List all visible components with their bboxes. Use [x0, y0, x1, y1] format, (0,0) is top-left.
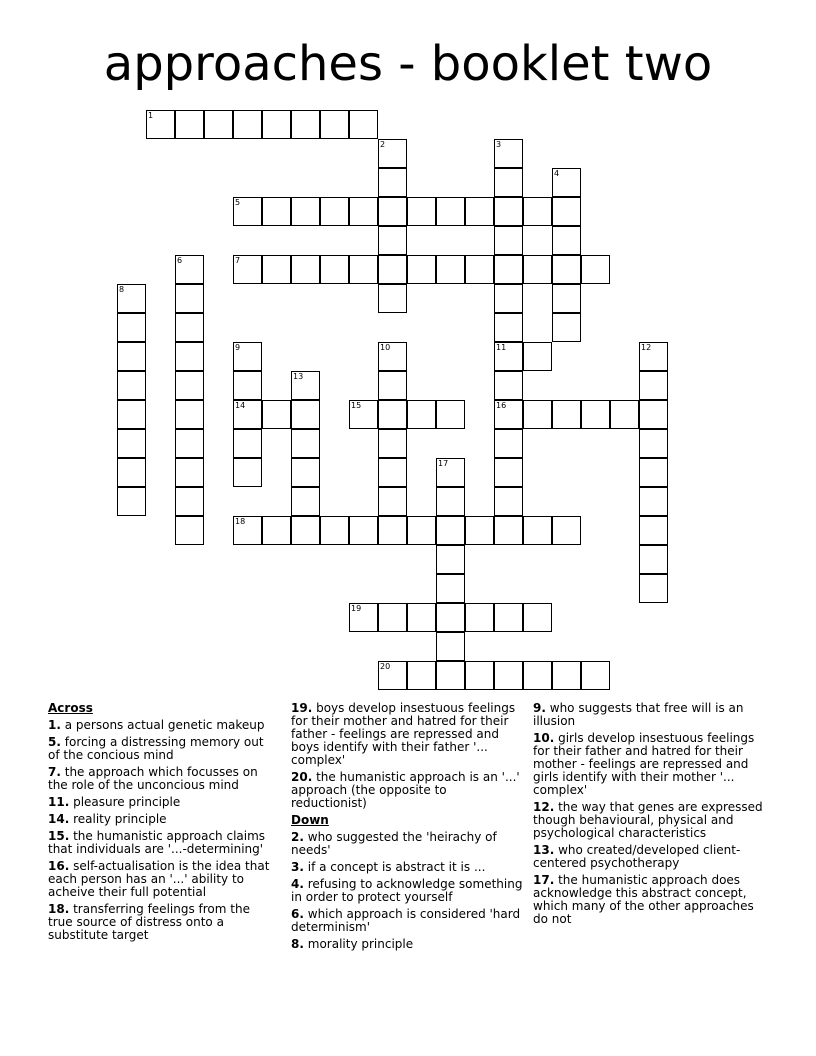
grid-cell[interactable] [378, 284, 407, 313]
clue-number-label: 3 [496, 140, 502, 149]
grid-cell[interactable] [175, 342, 204, 371]
grid-cell[interactable] [175, 284, 204, 313]
clue-number-label: 7 [235, 256, 241, 265]
grid-cell[interactable] [494, 371, 523, 400]
grid-cell[interactable] [378, 458, 407, 487]
grid-cell[interactable] [523, 255, 552, 284]
clue-number-label: 8 [119, 285, 125, 294]
grid-cell[interactable] [494, 661, 523, 690]
clue-number-label: 11 [496, 343, 507, 352]
grid-cell[interactable] [639, 574, 668, 603]
grid-cell[interactable] [465, 603, 494, 632]
grid-cell[interactable] [552, 661, 581, 690]
grid-cell[interactable] [349, 197, 378, 226]
grid-cell[interactable] [639, 516, 668, 545]
clue-down-9: 9. who suggests that free will is an illusion [533, 701, 744, 728]
grid-cell[interactable] [465, 516, 494, 545]
grid-cell[interactable] [494, 284, 523, 313]
grid-cell[interactable] [494, 429, 523, 458]
grid-cell[interactable] [552, 168, 581, 197]
grid-cell[interactable] [117, 400, 146, 429]
grid-cell[interactable] [146, 110, 175, 139]
grid-cell[interactable] [378, 342, 407, 371]
grid-cell[interactable] [378, 661, 407, 690]
clue-number-label: 18 [235, 517, 246, 526]
grid-cell[interactable] [262, 197, 291, 226]
grid-cell[interactable] [175, 110, 204, 139]
grid-cell[interactable] [349, 110, 378, 139]
grid-cell[interactable] [291, 255, 320, 284]
clue-column-1 [48, 702, 276, 946]
grid-cell[interactable] [494, 168, 523, 197]
grid-cell[interactable] [523, 661, 552, 690]
grid-cell[interactable] [494, 458, 523, 487]
grid-cell[interactable] [552, 313, 581, 342]
clue-down-6: 6. which approach is considered 'hard determinism' [291, 907, 521, 934]
grid-cell[interactable] [436, 632, 465, 661]
grid-cell[interactable] [117, 429, 146, 458]
grid-cell[interactable] [581, 255, 610, 284]
clue-down-4: 4. refusing to acknowledge something in order to protect yourself [291, 877, 523, 904]
grid-cell[interactable] [465, 255, 494, 284]
grid-cell[interactable] [175, 458, 204, 487]
clue-across-15: 15. the humanistic approach claims that individuals are '...-determining' [48, 829, 266, 856]
grid-cell[interactable] [378, 487, 407, 516]
grid-cell[interactable] [436, 400, 465, 429]
clue-down-17: 17. the humanistic approach does acknowledge this abstract concept, which many of the other approaches do not [533, 873, 754, 926]
grid-cell[interactable] [117, 487, 146, 516]
clue-across-14: 14. reality principle [48, 812, 167, 826]
down-heading: Down [291, 813, 329, 827]
grid-cell[interactable] [494, 226, 523, 255]
grid-cell[interactable] [552, 400, 581, 429]
grid-cell[interactable] [291, 371, 320, 400]
clue-number-label: 16 [496, 401, 507, 410]
grid-cell[interactable] [175, 255, 204, 284]
grid-cell[interactable] [581, 400, 610, 429]
clue-number-label: 20 [380, 662, 391, 671]
clue-across-19: 19. boys develop insestuous feelings for their mother and hatred for their father - feelings are repressed and boys identify with their father '... complex' [291, 701, 516, 767]
clue-across-18: 18. transferring feelings from the true source of distress onto a substitute target [48, 902, 250, 942]
clue-number-label: 19 [351, 604, 362, 613]
grid-cell[interactable] [291, 110, 320, 139]
grid-cell[interactable] [291, 458, 320, 487]
grid-cell[interactable] [639, 371, 668, 400]
grid-cell[interactable] [494, 139, 523, 168]
grid-cell[interactable] [494, 197, 523, 226]
grid-cell[interactable] [204, 110, 233, 139]
clue-down-8: 8. morality principle [291, 937, 414, 951]
grid-cell[interactable] [581, 661, 610, 690]
grid-cell[interactable] [378, 371, 407, 400]
grid-cell[interactable] [320, 197, 349, 226]
grid-cell[interactable] [262, 255, 291, 284]
clue-across-20: 20. the humanistic approach is an '...' approach (the opposite to reductionist) [291, 770, 520, 810]
grid-cell[interactable] [378, 168, 407, 197]
grid-cell[interactable] [552, 226, 581, 255]
grid-cell[interactable] [291, 487, 320, 516]
grid-cell[interactable] [639, 400, 668, 429]
grid-cell[interactable] [378, 139, 407, 168]
grid-cell[interactable] [233, 516, 262, 545]
clue-down-12: 12. the way that genes are expressed though behavioural, physical and psychological characteristics [533, 800, 763, 840]
grid-cell[interactable] [407, 661, 436, 690]
grid-cell[interactable] [175, 516, 204, 545]
grid-cell[interactable] [291, 197, 320, 226]
grid-cell[interactable] [639, 487, 668, 516]
grid-cell[interactable] [552, 197, 581, 226]
grid-cell[interactable] [436, 574, 465, 603]
grid-cell[interactable] [407, 197, 436, 226]
grid-cell[interactable] [349, 255, 378, 284]
grid-cell[interactable] [175, 371, 204, 400]
grid-cell[interactable] [320, 255, 349, 284]
grid-cell[interactable] [436, 545, 465, 574]
grid-cell[interactable] [175, 313, 204, 342]
clue-column-3 [533, 702, 767, 930]
clue-down-13: 13. who created/developed client-centered psychotherapy [533, 843, 741, 870]
grid-cell[interactable] [291, 516, 320, 545]
grid-cell[interactable] [378, 429, 407, 458]
grid-cell[interactable] [639, 458, 668, 487]
grid-cell[interactable] [494, 342, 523, 371]
grid-cell[interactable] [407, 516, 436, 545]
grid-cell[interactable] [291, 429, 320, 458]
grid-cell[interactable] [523, 603, 552, 632]
grid-cell[interactable] [320, 110, 349, 139]
grid-cell[interactable] [117, 313, 146, 342]
clue-down-2: 2. who suggested the 'heirachy of needs' [291, 830, 497, 857]
grid-cell[interactable] [117, 458, 146, 487]
grid-cell[interactable] [407, 255, 436, 284]
grid-cell[interactable] [233, 400, 262, 429]
clue-across-5: 5. forcing a distressing memory out of the concious mind [48, 735, 264, 762]
clue-across-11: 11. pleasure principle [48, 795, 181, 809]
grid-cell[interactable] [117, 371, 146, 400]
grid-cell[interactable] [494, 313, 523, 342]
clue-number-label: 1 [148, 111, 154, 120]
grid-cell[interactable] [494, 516, 523, 545]
clue-number-label: 2 [380, 140, 386, 149]
grid-cell[interactable] [494, 487, 523, 516]
grid-cell[interactable] [117, 284, 146, 313]
grid-cell[interactable] [494, 400, 523, 429]
clue-number-label: 5 [235, 198, 241, 207]
clue-column-2 [291, 702, 525, 955]
grid-cell[interactable] [233, 255, 262, 284]
grid-cell[interactable] [320, 516, 349, 545]
grid-cell[interactable] [175, 429, 204, 458]
clue-number-label: 9 [235, 343, 241, 352]
grid-cell[interactable] [436, 458, 465, 487]
grid-cell[interactable] [262, 110, 291, 139]
grid-cell[interactable] [378, 226, 407, 255]
grid-cell[interactable] [523, 516, 552, 545]
grid-cell[interactable] [639, 429, 668, 458]
grid-cell[interactable] [233, 458, 262, 487]
grid-cell[interactable] [175, 400, 204, 429]
grid-cell[interactable] [436, 197, 465, 226]
puzzle-title: approaches - booklet two [103, 36, 713, 92]
grid-cell[interactable] [233, 371, 262, 400]
clue-number-label: 17 [438, 459, 449, 468]
grid-cell[interactable] [233, 110, 262, 139]
grid-cell[interactable] [639, 545, 668, 574]
grid-cell[interactable] [552, 516, 581, 545]
clue-number-label: 15 [351, 401, 362, 410]
grid-cell[interactable] [523, 197, 552, 226]
grid-cell[interactable] [349, 516, 378, 545]
clue-down-3: 3. if a concept is abstract it is ... [291, 860, 486, 874]
grid-cell[interactable] [494, 603, 523, 632]
grid-cell[interactable] [523, 342, 552, 371]
grid-cell[interactable] [262, 516, 291, 545]
grid-cell[interactable] [407, 400, 436, 429]
grid-cell[interactable] [378, 255, 407, 284]
grid-cell[interactable] [436, 516, 465, 545]
grid-cell[interactable] [378, 603, 407, 632]
grid-cell[interactable] [378, 197, 407, 226]
grid-cell[interactable] [349, 603, 378, 632]
grid-cell[interactable] [523, 400, 552, 429]
grid-cell[interactable] [233, 342, 262, 371]
clue-across-7: 7. the approach which focusses on the role of the unconcious mind [48, 765, 258, 792]
grid-cell[interactable] [378, 516, 407, 545]
clue-number-label: 13 [293, 372, 304, 381]
grid-cell[interactable] [407, 603, 436, 632]
grid-cell[interactable] [349, 400, 378, 429]
across-heading: Across [48, 701, 93, 715]
grid-cell[interactable] [465, 661, 494, 690]
clue-down-10: 10. girls develop insestuous feelings for their father and hatred for their mother - feelings are repressed and girls identify with their mother '... complex' [533, 731, 755, 797]
grid-cell[interactable] [291, 400, 320, 429]
grid-cell[interactable] [436, 255, 465, 284]
grid-cell[interactable] [436, 603, 465, 632]
grid-cell[interactable] [117, 342, 146, 371]
grid-cell[interactable] [552, 284, 581, 313]
grid-cell[interactable] [436, 487, 465, 516]
grid-cell[interactable] [262, 400, 291, 429]
grid-cell[interactable] [494, 255, 523, 284]
grid-cell[interactable] [175, 487, 204, 516]
clue-number-label: 12 [641, 343, 652, 352]
clue-number-label: 6 [177, 256, 183, 265]
clue-across-16: 16. self-actualisation is the idea that each person has an '...' ability to acheive their full potential [48, 859, 270, 899]
grid-cell[interactable] [610, 400, 639, 429]
grid-cell[interactable] [639, 342, 668, 371]
clue-number-label: 10 [380, 343, 391, 352]
grid-cell[interactable] [233, 197, 262, 226]
clue-number-label: 4 [554, 169, 560, 178]
grid-cell[interactable] [465, 197, 494, 226]
grid-cell[interactable] [233, 429, 262, 458]
grid-cell[interactable] [436, 661, 465, 690]
grid-cell[interactable] [552, 255, 581, 284]
grid-cell[interactable] [378, 400, 407, 429]
clue-number-label: 14 [235, 401, 246, 410]
clue-across-1: 1. a persons actual genetic makeup [48, 718, 265, 732]
